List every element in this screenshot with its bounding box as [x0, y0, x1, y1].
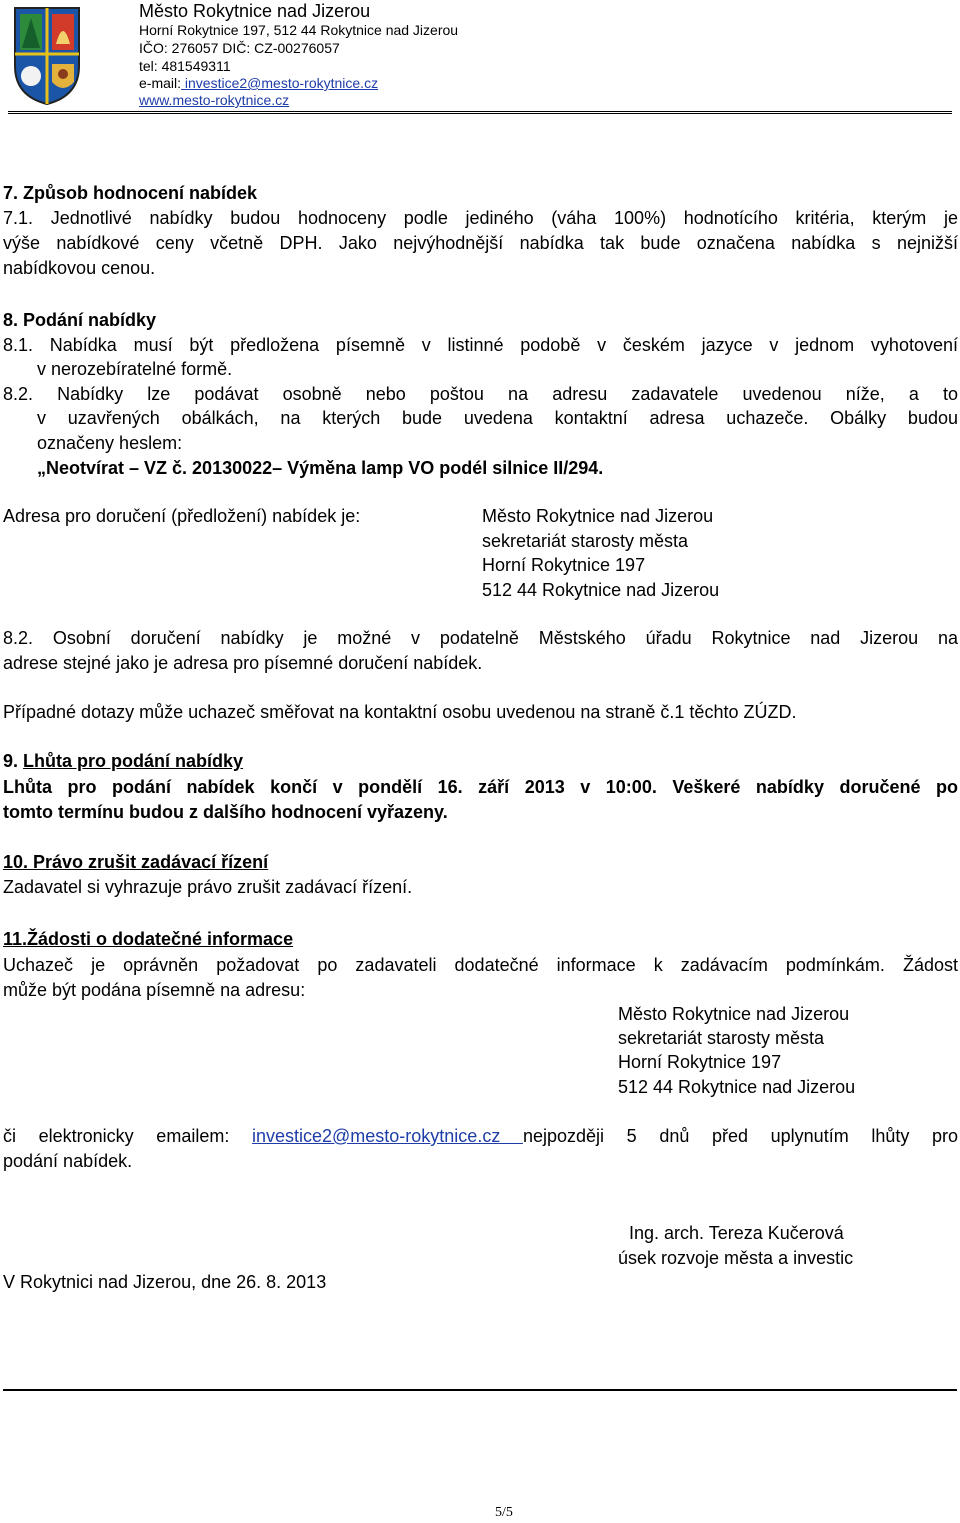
section-11-address-line-4: 512 44 Rokytnice nad Jizerou: [618, 1077, 856, 1097]
section-11-email-suffix: nejpozději 5 dnů před uplynutím lhůty pro: [522, 1126, 958, 1146]
section-11-line-1: Uchazeč je oprávněn požadovat po zadavateli dodatečné informace k zadávacím podmínkám. Žádost: [3, 955, 958, 975]
section-11-email-prefix: či elektronicky emailem:: [3, 1126, 252, 1146]
section-8-2-line-2: v uzavřených obálkách, na kterých bude uvedena kontaktní adresa uchazeče. Obálky budou: [37, 408, 958, 428]
signature-name: Ing. arch. Tereza Kučerová: [629, 1223, 844, 1243]
section-8-2-line-3: označeny heslem:: [37, 433, 183, 453]
section-8-motto: „Neotvírat – VZ č. 20130022– Výměna lamp VO podél silnice II/294.: [37, 458, 604, 478]
section-10-heading: 10. Právo zrušit zadávací řízení: [3, 852, 269, 872]
section-7-line-2: výše nabídkové ceny včetně DPH. Jako nejvýhodnější nabídka tak bude označena nabídka s nejnižší: [3, 233, 958, 253]
section-11-line-2: může být podána písemně na adresu:: [3, 980, 306, 1000]
signature-role: úsek rozvoje města a investic: [618, 1248, 854, 1268]
section-7-heading: 7. Způsob hodnocení nabídek: [3, 183, 258, 203]
section-8-address-line-3: Horní Rokytnice 197: [482, 555, 646, 575]
section-8-address-label: Adresa pro doručení (předložení) nabídek je:: [3, 506, 361, 526]
header-phone: tel: 481549311: [139, 58, 231, 74]
section-8-address-line-2: sekretariát starosty města: [482, 531, 689, 551]
section-8-2-line-1: 8.2. Nabídky lze podávat osobně nebo poštou na adresu zadavatele uvedenou níže, a to: [3, 384, 958, 404]
header-email-label: e-mail:: [139, 75, 182, 91]
section-9-line-1: Lhůta pro podání nabídek končí v pondělí 16. září 2013 v 10:00. Veškeré nabídky doručené po: [3, 777, 958, 797]
section-11-address-line-3: Horní Rokytnice 197: [618, 1052, 782, 1072]
section-8-address-line-1: Město Rokytnice nad Jizerou: [482, 506, 714, 526]
page-number: 5/5: [495, 1505, 513, 1520]
header-website-link[interactable]: www.mesto-rokytnice.cz: [139, 92, 290, 108]
section-11-heading: 11.Žádosti o dodatečné informace: [3, 929, 294, 949]
section-9-number: 9.: [3, 751, 24, 771]
footer-divider: [3, 1389, 957, 1391]
section-8-1-line-1: 8.1. Nabídka musí být předložena písemně v listinné podobě v českém jazyce v jednom vyhotovení: [3, 335, 958, 355]
section-8-heading: 8. Podání nabídky: [3, 310, 157, 330]
section-8-1-line-2: v nerozebíratelné formě.: [37, 359, 233, 379]
header-title: Město Rokytnice nad Jizerou: [139, 1, 371, 21]
section-9-line-2: tomto termínu budou z dalšího hodnocení vyřazeny.: [3, 802, 448, 822]
header-email-link[interactable]: investice2@mesto-rokytnice.cz: [181, 75, 379, 91]
section-9-title: Lhůta pro podání nabídky: [23, 751, 244, 771]
header-address: Horní Rokytnice 197, 512 44 Rokytnice nad Jizerou: [139, 22, 459, 38]
section-11-address-line-1: Město Rokytnice nad Jizerou: [618, 1004, 850, 1024]
section-11-address-line-2: sekretariát starosty města: [618, 1028, 825, 1048]
section-10-text: Zadavatel si vyhrazuje právo zrušit zadávací řízení.: [3, 877, 413, 897]
header-ids: IČO: 276057 DIČ: CZ-00276057: [139, 40, 340, 56]
section-8-contact-note: Případné dotazy může uchazeč směřovat na kontaktní osobu uvedenou na straně č.1 těchto ZÚZD.: [3, 702, 797, 722]
header-email-row: [139, 75, 378, 92]
town-coat-of-arms-icon: [12, 4, 82, 106]
section-9-heading: [3, 749, 243, 773]
section-8-3-line-1: 8.2. Osobní doručení nabídky je možné v podatelně Městského úřadu Rokytnice nad Jizerou na: [3, 628, 958, 648]
place-and-date: V Rokytnici nad Jizerou, dne 26. 8. 2013: [3, 1272, 327, 1292]
section-8-address-line-4: 512 44 Rokytnice nad Jizerou: [482, 580, 720, 600]
section-8-3-line-2: adrese stejné jako je adresa pro písemné doručení nabídek.: [3, 653, 483, 673]
section-7-line-3: nabídkovou cenou.: [3, 258, 156, 278]
section-11-email-line-2: podání nabídek.: [3, 1151, 133, 1171]
header-website-row: [139, 92, 289, 109]
section-11-email-line: [3, 1124, 958, 1148]
header-divider: [8, 111, 952, 114]
section-7-line-1: 7.1. Jednotlivé nabídky budou hodnoceny podle jediného (váha 100%) hodnotícího kritéria, kterým je: [3, 208, 958, 228]
section-11-email-link[interactable]: investice2@mesto-rokytnice.cz: [251, 1126, 523, 1146]
